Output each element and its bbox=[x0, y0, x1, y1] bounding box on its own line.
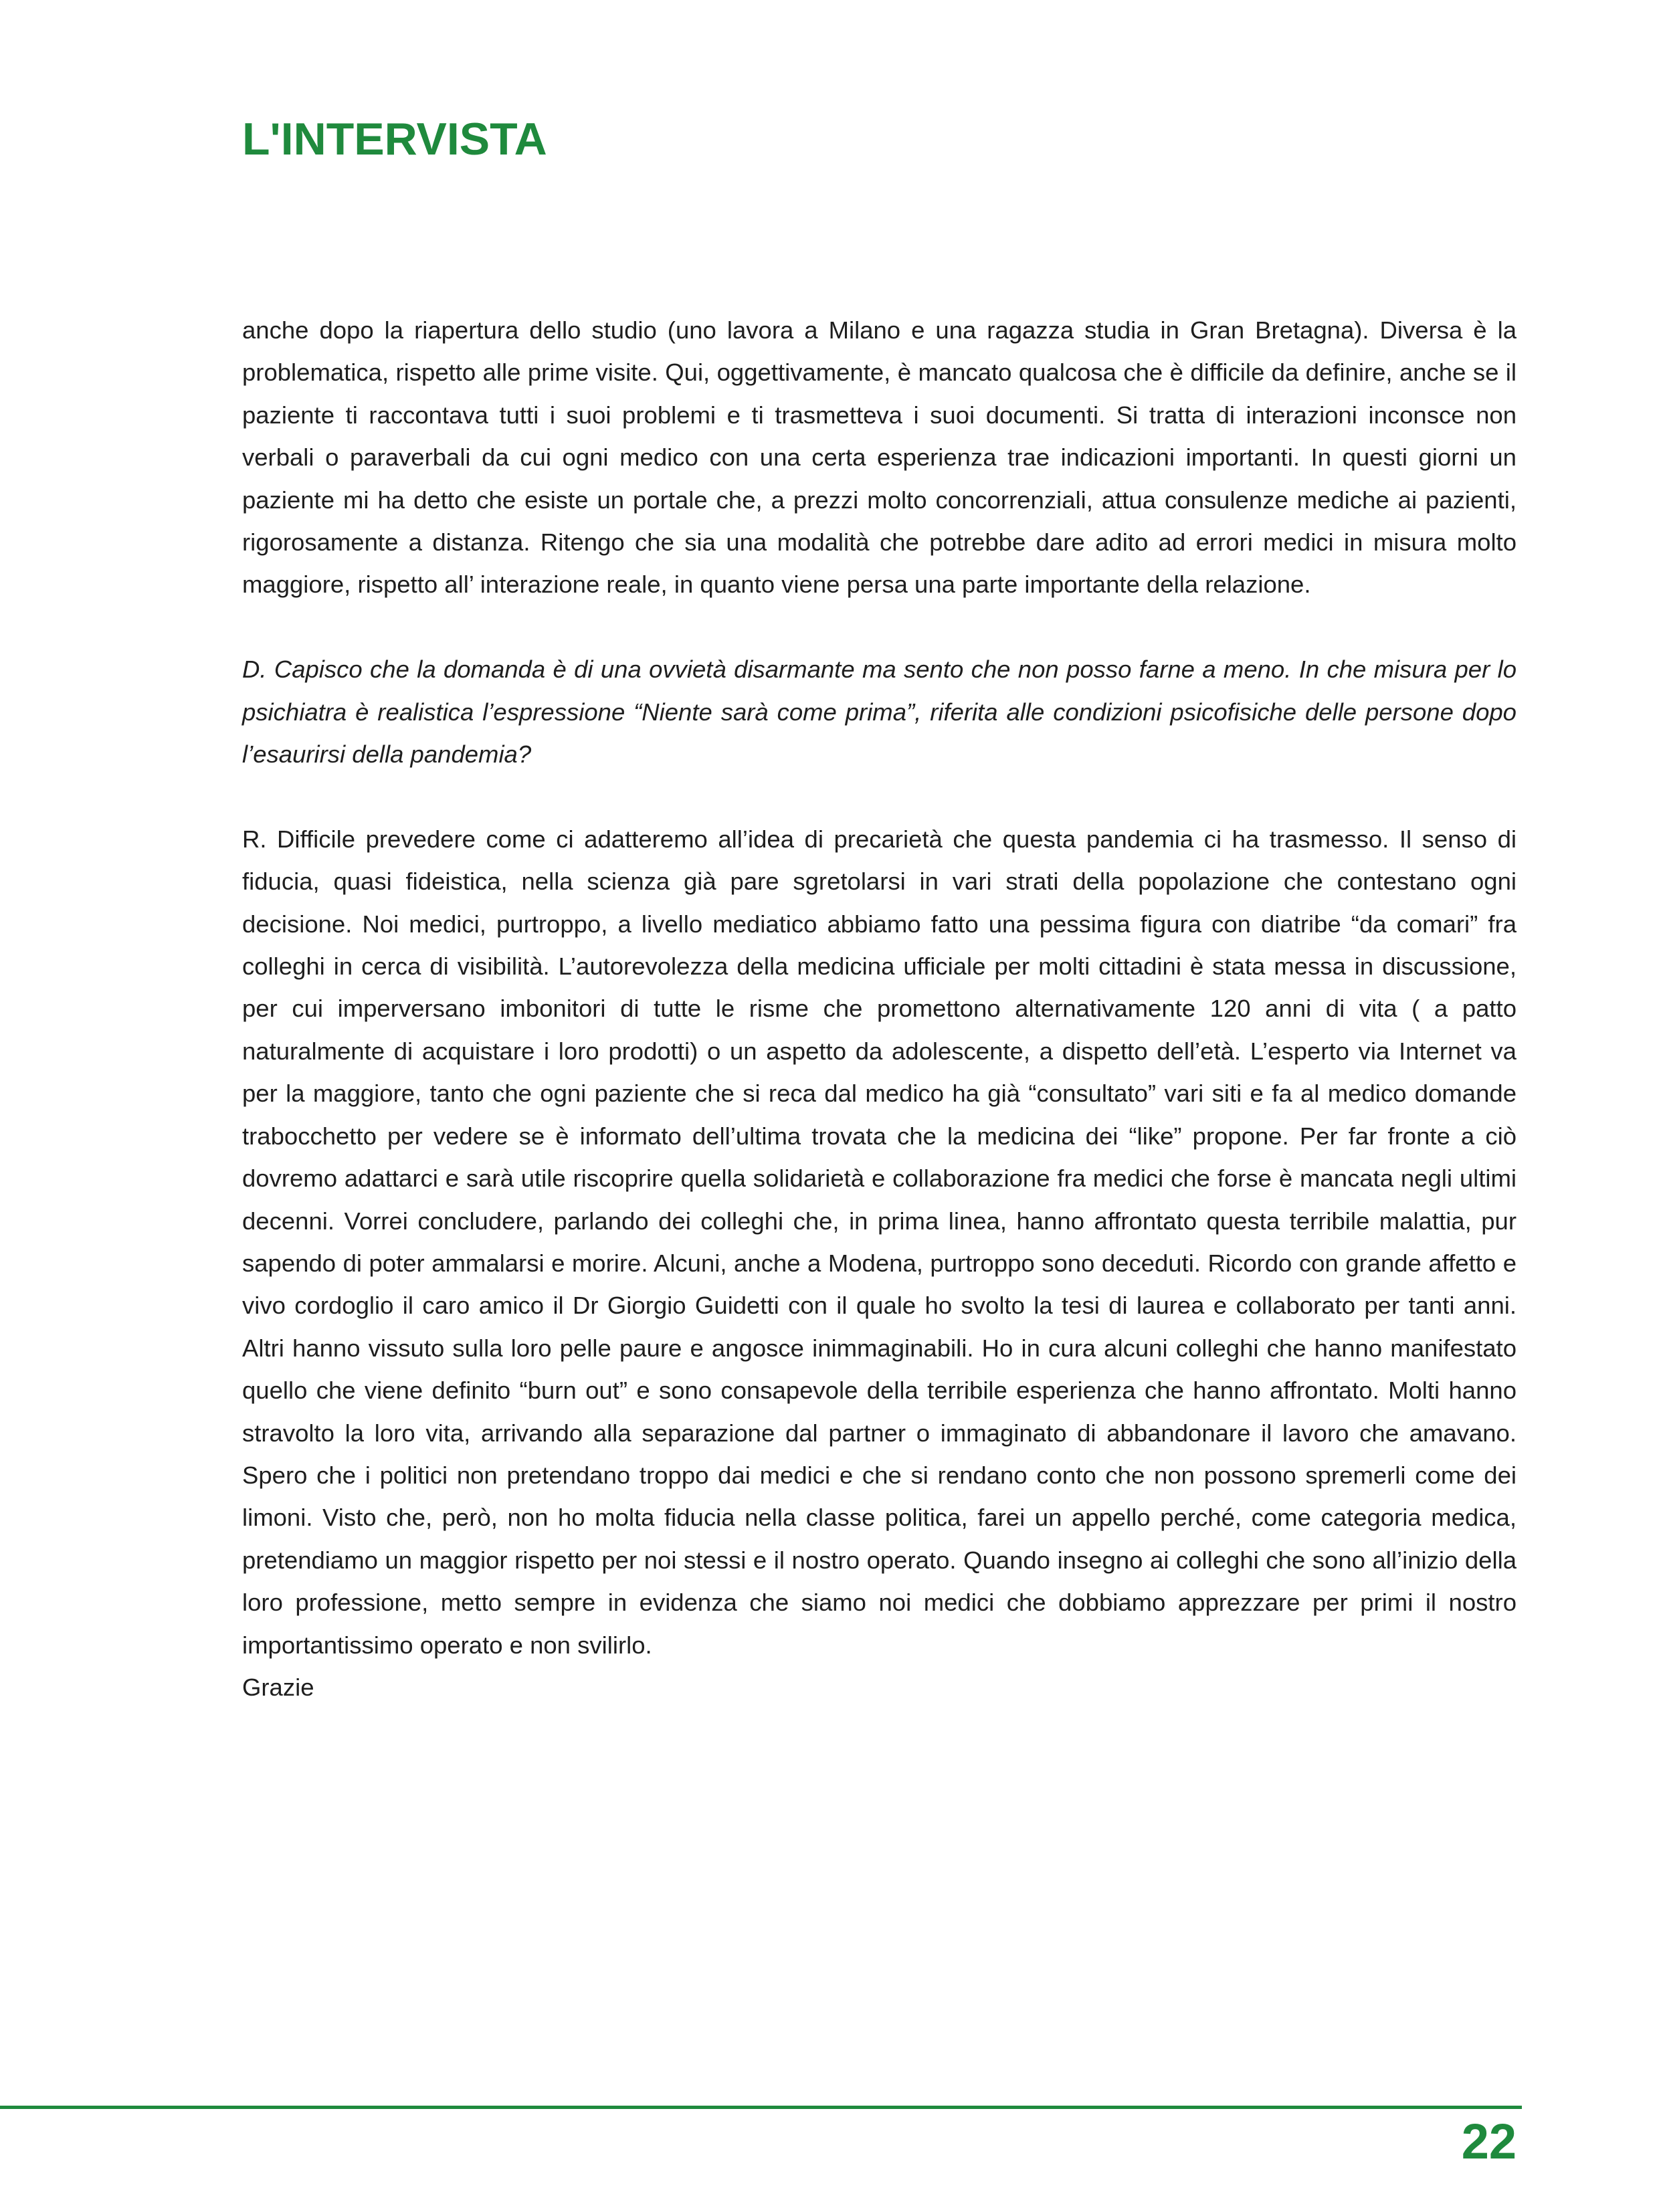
article-body bbox=[242, 309, 1517, 1708]
section-title: L'INTERVISTA bbox=[242, 114, 547, 165]
interview-question: D. Capisco che la domanda è di una ovvietà disarmante ma sento che non posso farne a meno. In che misura per lo psichiatra è realistica l’espressione “Niente sarà come prima”, riferita alle condizioni psicofisiche delle persone dopo l’esaurirsi della pandemia? bbox=[242, 656, 1517, 769]
page-number: 22 bbox=[1461, 2114, 1517, 2169]
closing-remark: Grazie bbox=[242, 1673, 314, 1701]
footer-divider bbox=[0, 2106, 1522, 2109]
interview-answer: R. Difficile prevedere come ci adatteremo all’idea di precarietà che questa pandemia ci ha trasmesso. Il senso di fiducia, quasi fideistica, nella scienza già pare sgretolarsi in vari strati della popolazione che contestano ogni decisione. Noi medici, purtroppo, a livello mediatico abbiamo fatto una pessima figura con diatribe “da comari” fra colleghi in cerca di visibilità. L’autorevolezza della medicina ufficiale per molti cittadini è stata messa in discussione, per cui imperversano imbonitori di tutte le risme che promettono alternativamente 120 anni di vita ( a patto naturalmente di acquistare i loro prodotti) o un aspetto da adolescente, a dispetto dell’età. L’esperto via Internet va per la maggiore, tanto che ogni paziente che si reca dal medico ha già “consultato” vari siti e fa al medico domande trabocchetto per vedere se è informato dell’ultima trovata che la medicina dei “like” propone. Per far fronte a ciò dovremo adattarci e sarà utile riscoprire quella solidarietà e collaborazione fra medici che forse è mancata negli ultimi decenni. Vorrei concludere, parlando dei colleghi che, in prima linea, hanno affrontato questa terribile malattia, pur sapendo di poter ammalarsi e morire. Alcuni, anche a Modena, purtroppo sono deceduti. Ricordo con grande affetto e vivo cordoglio il caro amico il Dr Giorgio Guidetti con il quale ho svolto la tesi di laurea e collaborato per tanti anni. Altri hanno vissuto sulla loro pelle paure e angosce inimmaginabili. Ho in cura alcuni colleghi che hanno manifestato quello che viene definito “burn out” e sono consapevole della terribile esperienza che hanno affrontato. Molti hanno stravolto la loro vita, arrivando alla separazione dal partner o immaginato di abbandonare il lavoro che amavano. Spero che i politici non pretendano troppo dai medici e che si rendano conto che non possono spremerli come dei limoni. Visto che, però, non ho molta fiducia nella classe politica, farei un appello perché, come categoria medica, pretendiamo un maggior rispetto per noi stessi e il nostro operato. Quando insegno ai colleghi che sono all’inizio della loro professione, metto sempre in evidenza che siamo noi medici che dobbiamo apprezzare per primi il nostro importantissimo operato e non svilirlo. bbox=[242, 825, 1517, 1659]
article-paragraph: anche dopo la riapertura dello studio (uno lavora a Milano e una ragazza studia in Gran Bretagna). Diversa è la problematica, rispetto alle prime visite. Qui, oggettivamente, è mancato qualcosa che è difficile da definire, anche se il paziente ti raccontava tutti i suoi problemi e ti trasmetteva i suoi documenti. Si tratta di interazioni inconsce non verbali o paraverbali da cui ogni medico con una certa esperienza trae indicazioni importanti. In questi giorni un paziente mi ha detto che esiste un portale che, a prezzi molto concorrenziali, attua consulenze mediche ai pazienti, rigorosamente a distanza. Ritengo che sia una modalità che potrebbe dare adito ad errori medici in misura molto maggiore, rispetto all’ interazione reale, in quanto viene persa una parte importante della relazione. bbox=[242, 316, 1517, 599]
